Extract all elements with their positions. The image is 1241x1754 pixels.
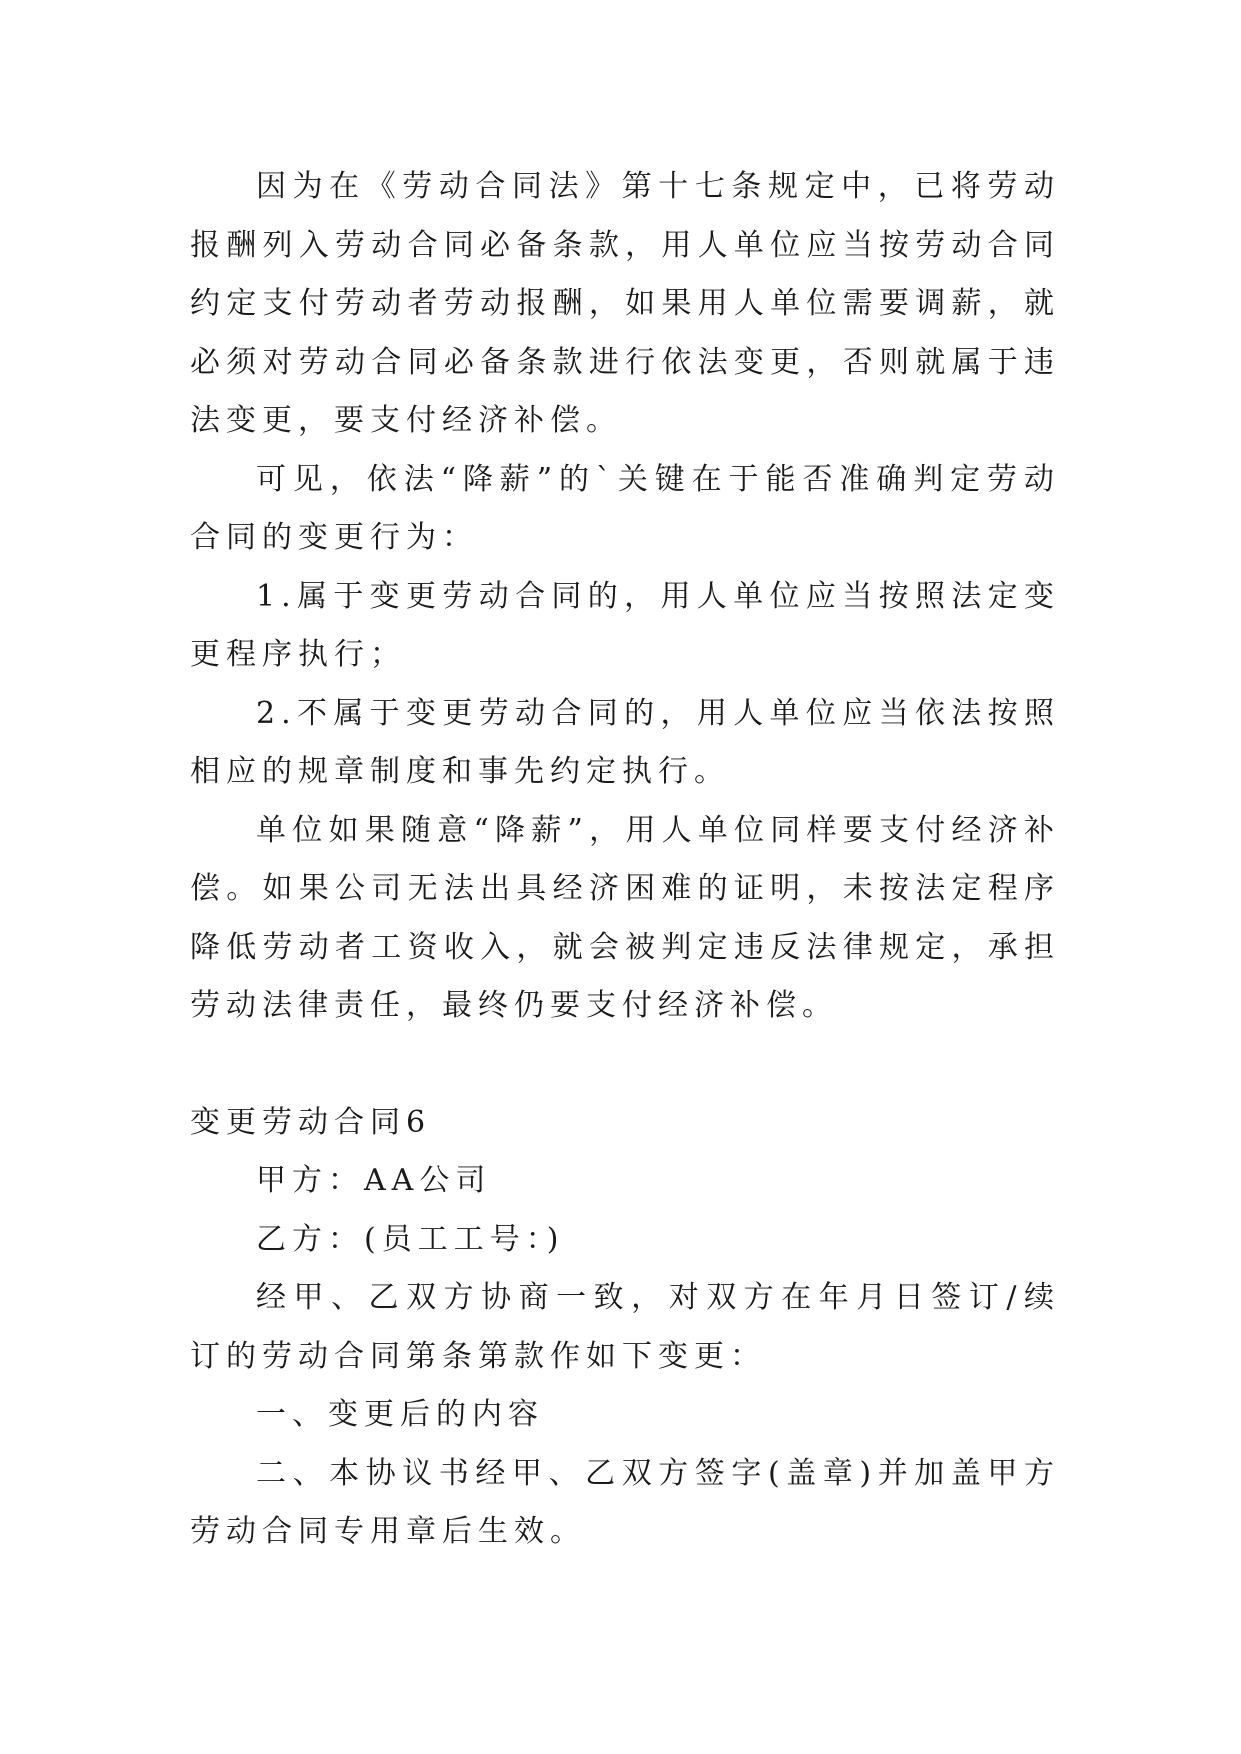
section-title: 变更劳动合同6 [190, 1104, 432, 1140]
contract-item-2: 二、本协议书经甲、乙双方签字(盖章)并加盖甲方劳动合同专用章后生效。 [190, 1455, 1060, 1549]
paragraph-2: 可见，依法“降薪”的`关键在于能否准确判定劳动合同的变更行为： [190, 461, 1060, 555]
contract-item-1: 一、变更后的内容 [256, 1397, 544, 1432]
contract-intro: 经甲、乙双方协商一致，对双方在年月日签订/续订的劳动合同第条第款作如下变更： [190, 1280, 1060, 1374]
paragraph-4: 2.不属于变更劳动合同的，用人单位应当依法按照相应的规章制度和事先约定执行。 [190, 695, 1060, 789]
party-b-line: 乙方：(员工工号：) [256, 1221, 565, 1257]
paragraph-3: 1.属于变更劳动合同的，用人单位应当按照法定变更程序执行； [190, 578, 1060, 672]
paragraph-1: 因为在《劳动合同法》第十七条规定中，已将劳动报酬列入劳动合同必备条款，用人单位应当按劳动合同约定支付劳动者劳动报酬，如果用人单位需要调薪，就必须对劳动合同必备条款进行依法变更，否则就属于违法变更，要支付经济补偿。 [190, 169, 1060, 438]
document-page [190, 158, 1060, 1562]
paragraph-5: 单位如果随意“降薪”，用人单位同样要支付经济补偿。如果公司无法出具经济困难的证明，未按法定程序降低劳动者工资收入，就会被判定违反法律规定，承担劳动法律责任，最终仍要支付经济补偿。 [190, 812, 1060, 1023]
party-a-line: 甲方：AA公司 [256, 1163, 492, 1198]
